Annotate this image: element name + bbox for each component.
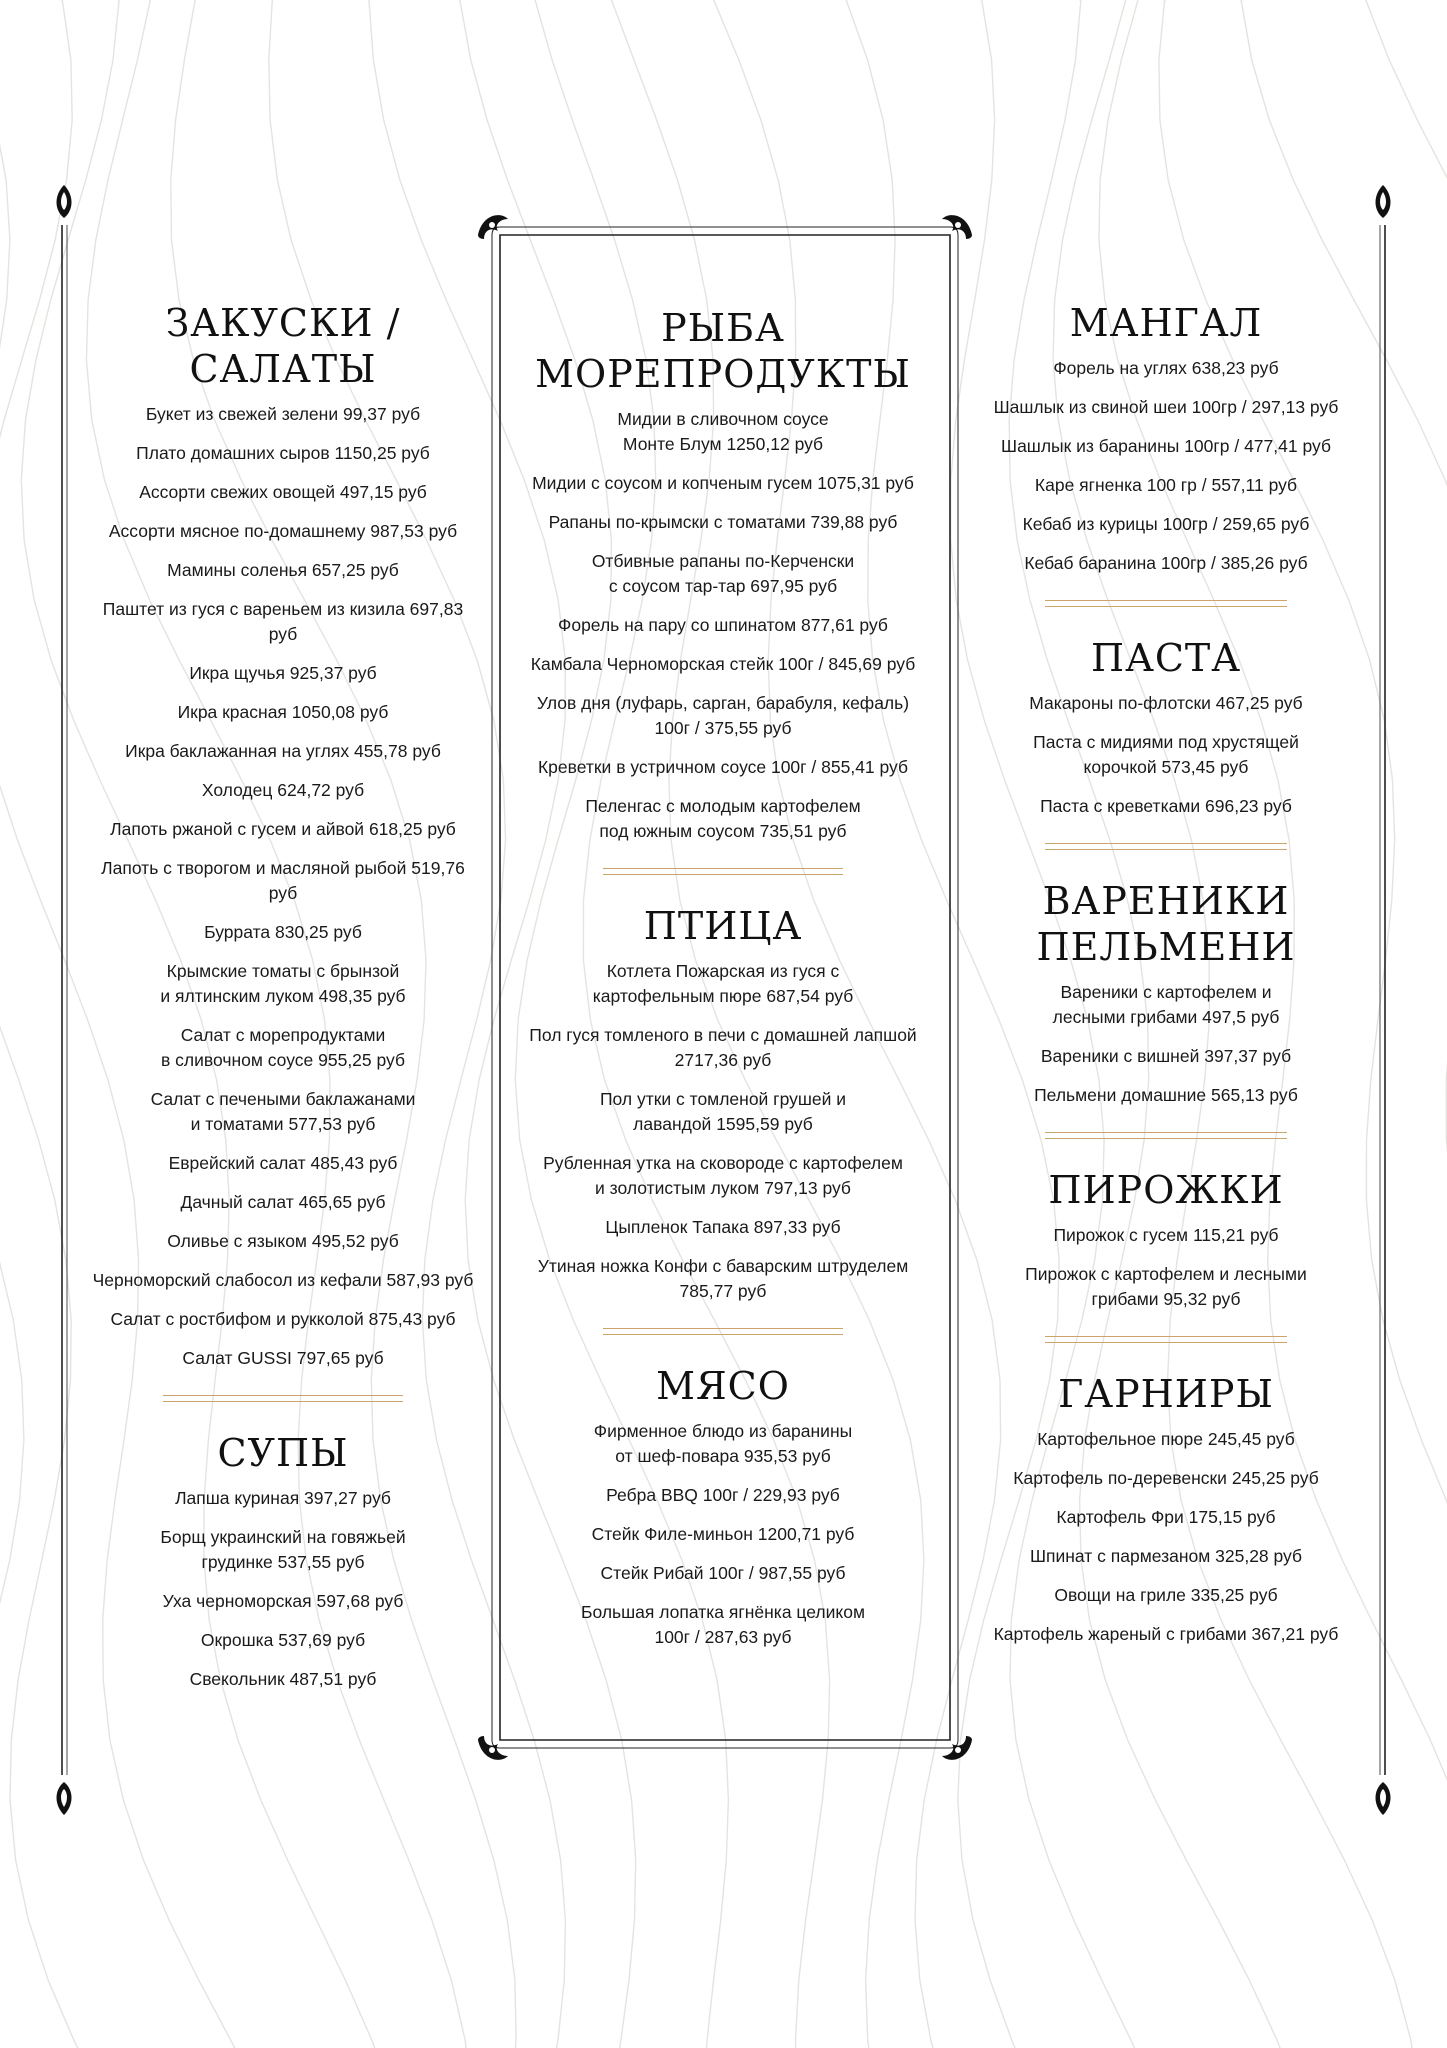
menu-item: Паста с креветками 696,23 руб bbox=[1040, 796, 1292, 816]
section-title: ВАРЕНИКИ ПЕЛЬМЕНИ bbox=[1036, 879, 1296, 969]
menu-item: Свекольник 487,51 руб bbox=[189, 1669, 377, 1689]
fleuron-icon bbox=[1376, 185, 1391, 218]
menu-item: Стейк Филе-миньон 1200,71 руб bbox=[591, 1524, 855, 1544]
menu-item: Еврейский салат 485,43 руб bbox=[168, 1153, 398, 1173]
menu-item: Кебаб баранина 100гр / 385,26 руб bbox=[1024, 553, 1308, 573]
menu-item: Отбивные рапаны по-Керченски с соусом тар-тар 697,95 руб bbox=[591, 551, 855, 596]
menu-item: Камбала Черноморская стейк 100г / 845,69 руб bbox=[530, 654, 916, 674]
menu-item: Салат GUSSI 797,65 руб bbox=[182, 1348, 384, 1368]
menu-item: Мидии в сливочном соусе Монте Блум 1250,12 руб bbox=[617, 409, 829, 454]
menu-item: Картофель жареный с грибами 367,21 руб bbox=[993, 1624, 1339, 1644]
menu-section-mangal bbox=[985, 300, 1347, 576]
menu-item: Пол гуся томленого в печи с домашней лапшой 2717,36 руб bbox=[529, 1025, 917, 1070]
menu-item: Холодец 624,72 руб bbox=[201, 780, 365, 800]
menu-section-ryba bbox=[520, 305, 926, 844]
item-list bbox=[985, 691, 1347, 819]
item-list bbox=[985, 1427, 1347, 1647]
menu-item: Пельмени домашние 565,13 руб bbox=[1034, 1085, 1298, 1105]
gold-divider bbox=[163, 1395, 403, 1402]
menu-item: Пеленгас с молодым картофелем под южным соусом 735,51 руб bbox=[585, 796, 861, 841]
fleuron-icon bbox=[1376, 1782, 1391, 1815]
section-title: МАНГАЛ bbox=[1069, 301, 1263, 345]
menu-item: Ассорти мясное по-домашнему 987,53 руб bbox=[108, 521, 458, 541]
item-list bbox=[90, 402, 476, 1371]
menu-item: Буррата 830,25 руб bbox=[204, 922, 362, 942]
gold-divider bbox=[1045, 843, 1287, 850]
gold-divider bbox=[1045, 1132, 1287, 1139]
menu-item: Икра красная 1050,08 руб bbox=[177, 702, 389, 722]
fleuron-icon bbox=[57, 185, 72, 218]
menu-item: Форель на пару со шпинатом 877,61 руб bbox=[558, 615, 888, 635]
menu-item: Макароны по-флотски 467,25 руб bbox=[1029, 693, 1303, 713]
menu-item: Ребра BBQ 100г / 229,93 руб bbox=[606, 1485, 840, 1505]
menu-item: Каре ягненка 100 гр / 557,11 руб bbox=[1034, 475, 1298, 495]
left-column bbox=[90, 300, 476, 1706]
menu-item: Рубленная утка на сковороде с картофелем и золотистым луком 797,13 руб bbox=[543, 1153, 903, 1198]
menu-item: Улов дня (луфарь, сарган, барабуля, кефаль) 100г / 375,55 руб bbox=[536, 693, 910, 738]
menu-item: Картофель Фри 175,15 руб bbox=[1056, 1507, 1276, 1527]
menu-section-myaso bbox=[520, 1363, 926, 1650]
menu-item: Паста с мидиями под хрустящей корочкой 573,45 руб bbox=[1033, 732, 1299, 777]
menu-item: Шпинат с пармезаном 325,28 руб bbox=[1029, 1546, 1303, 1566]
menu-item: Картофель по-деревенски 245,25 руб bbox=[1013, 1468, 1319, 1488]
item-list bbox=[520, 407, 926, 844]
menu-item: Овощи на гриле 335,25 руб bbox=[1054, 1585, 1278, 1605]
section-title: ЗАКУСКИ / САЛАТЫ bbox=[165, 301, 401, 391]
item-list bbox=[985, 356, 1347, 576]
left-side-rule bbox=[50, 180, 80, 1820]
menu-item: Цыпленок Тапака 897,33 руб bbox=[605, 1217, 841, 1237]
gold-divider bbox=[603, 1328, 843, 1335]
menu-item: Салат с морепродуктами в сливочном соусе 955,25 руб bbox=[160, 1025, 406, 1070]
menu-item: Форель на углях 638,23 руб bbox=[1053, 358, 1279, 378]
menu-item: Салат с ростбифом и рукколой 875,43 руб bbox=[110, 1309, 456, 1329]
menu-item: Черноморский слабосол из кефали 587,93 руб bbox=[92, 1270, 474, 1290]
section-title: ПТИЦА bbox=[643, 904, 803, 948]
menu-section-supy bbox=[90, 1430, 476, 1692]
menu-section-ptitsa bbox=[520, 903, 926, 1304]
menu-section-garniry bbox=[985, 1371, 1347, 1647]
menu-item: Кебаб из курицы 100гр / 259,65 руб bbox=[1022, 514, 1310, 534]
menu-item: Лапоть ржаной с гусем и айвой 618,25 руб bbox=[110, 819, 456, 839]
menu-item: Крымские томаты с брынзой и ялтинским луком 498,35 руб bbox=[160, 961, 406, 1006]
menu-item: Букет из свежей зелени 99,37 руб bbox=[145, 404, 421, 424]
fleuron-icon bbox=[57, 1782, 72, 1815]
gold-divider bbox=[603, 868, 843, 875]
menu-item: Ассорти свежих овощей 497,15 руб bbox=[139, 482, 427, 502]
item-list bbox=[90, 1486, 476, 1692]
menu-item: Салат с печеными баклажанами и томатами 577,53 руб bbox=[150, 1089, 416, 1134]
menu-section-pirozhki bbox=[985, 1167, 1347, 1312]
menu-item: Большая лопатка ягнёнка целиком 100г / 287,63 руб bbox=[580, 1602, 866, 1647]
menu-section-zakuski bbox=[90, 300, 476, 1371]
section-title: ПАСТА bbox=[1090, 636, 1242, 680]
item-list bbox=[520, 959, 926, 1304]
menu-item: Котлета Пожарская из гуся с картофельным пюре 687,54 руб bbox=[592, 961, 854, 1006]
gold-divider bbox=[1045, 1336, 1287, 1343]
item-list bbox=[985, 1223, 1347, 1312]
gold-divider bbox=[1045, 600, 1287, 607]
menu-item: Шашлык из баранины 100гр / 477,41 руб bbox=[1001, 436, 1331, 456]
menu-item: Мидии с соусом и копченым гусем 1075,31 руб bbox=[532, 473, 914, 493]
menu-item: Шашлык из свиной шеи 100гр / 297,13 руб bbox=[993, 397, 1339, 417]
section-title: ПИРОЖКИ bbox=[1048, 1168, 1284, 1212]
section-title: СУПЫ bbox=[217, 1431, 349, 1475]
menu-item: Пирожок с картофелем и лесными грибами 95,32 руб bbox=[1025, 1264, 1307, 1309]
menu-item: Вареники с картофелем и лесными грибами 497,5 руб bbox=[1052, 982, 1280, 1027]
menu-item: Лапша куриная 397,27 руб bbox=[175, 1488, 391, 1508]
menu-section-vareniki bbox=[985, 878, 1347, 1108]
menu-item: Плато домашних сыров 1150,25 руб bbox=[136, 443, 430, 463]
right-column bbox=[985, 300, 1347, 1661]
menu-item: Вареники с вишней 397,37 руб bbox=[1040, 1046, 1292, 1066]
menu-item: Пирожок с гусем 115,21 руб bbox=[1053, 1225, 1279, 1245]
menu-item: Мамины соленья 657,25 руб bbox=[167, 560, 399, 580]
menu-item: Дачный салат 465,65 руб bbox=[180, 1192, 386, 1212]
menu-item: Картофельное пюре 245,45 руб bbox=[1037, 1429, 1295, 1449]
menu-item: Креветки в устричном соусе 100г / 855,41 руб bbox=[537, 757, 909, 777]
menu-item: Фирменное блюдо из баранины от шеф-повара 935,53 руб bbox=[593, 1421, 853, 1466]
center-column bbox=[520, 305, 926, 1664]
menu-section-pasta bbox=[985, 635, 1347, 819]
menu-item: Оливье с языком 495,52 руб bbox=[167, 1231, 399, 1251]
section-title: МЯСО bbox=[656, 1364, 790, 1408]
menu-item: Рапаны по-крымски с томатами 739,88 руб bbox=[548, 512, 898, 532]
item-list bbox=[520, 1419, 926, 1650]
menu-item: Стейк Рибай 100г / 987,55 руб bbox=[600, 1563, 846, 1583]
menu-item: Икра баклажанная на углях 455,78 руб bbox=[125, 741, 441, 761]
menu-item: Паштет из гуся с вареньем из кизила 697,83 руб bbox=[102, 599, 464, 644]
item-list bbox=[985, 980, 1347, 1108]
menu-item: Пол утки с томленой грушей и лавандой 1595,59 руб bbox=[599, 1089, 847, 1134]
menu-item: Утиная ножка Конфи с баварским штруделем 785,77 руб bbox=[537, 1256, 909, 1301]
menu-item: Уха черноморская 597,68 руб bbox=[162, 1591, 404, 1611]
section-title: ГАРНИРЫ bbox=[1058, 1372, 1274, 1416]
menu-item: Икра щучья 925,37 руб bbox=[189, 663, 377, 683]
right-side-rule bbox=[1368, 180, 1398, 1820]
menu-item: Окрошка 537,69 руб bbox=[200, 1630, 366, 1650]
section-title: РЫБА МОРЕПРОДУКТЫ bbox=[535, 306, 911, 396]
menu-item: Лапоть с творогом и масляной рыбой 519,76 руб bbox=[101, 858, 465, 903]
menu-item: Борщ украинский на говяжьей грудинке 537,55 руб bbox=[160, 1527, 406, 1572]
